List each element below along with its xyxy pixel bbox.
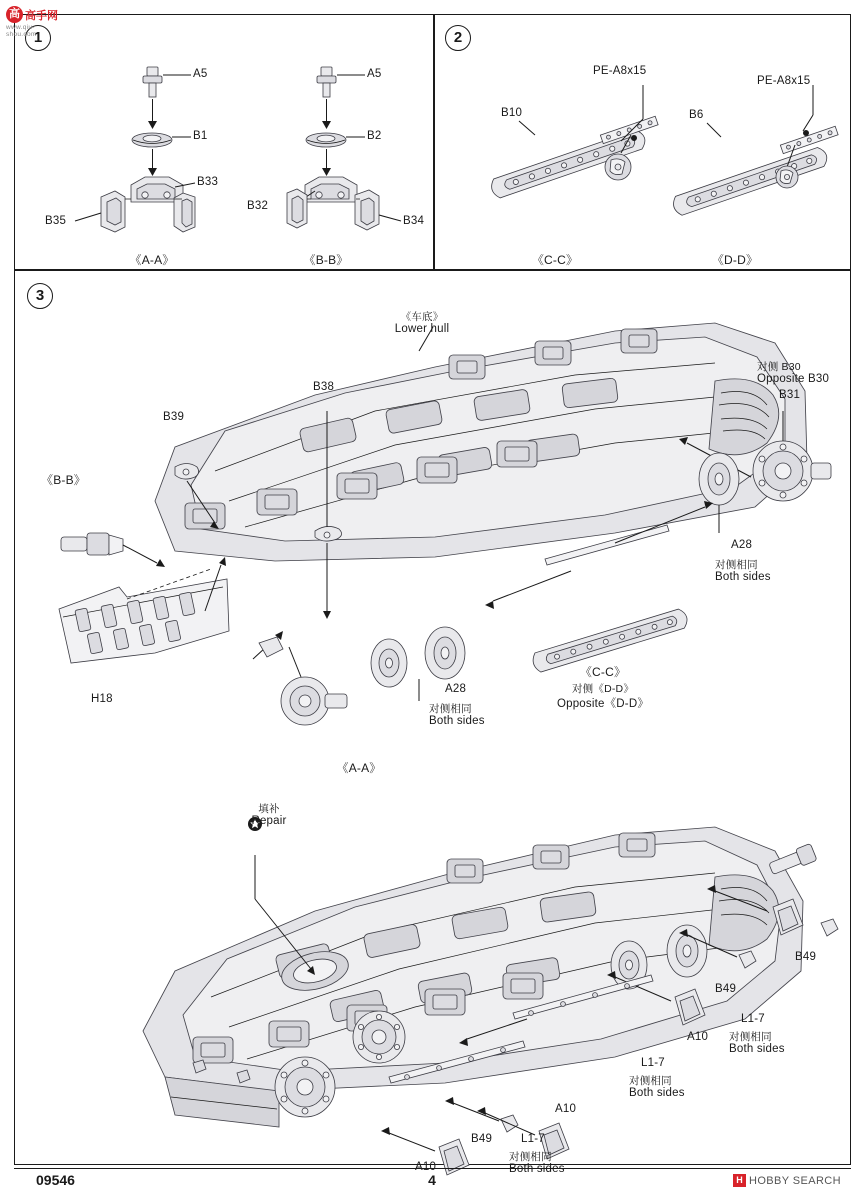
caption-dd: 《D-D》: [711, 253, 759, 267]
label-a28-top: A28: [731, 539, 753, 551]
hobby-search-logo: [733, 1174, 841, 1187]
label-repair-en: Repair: [251, 815, 287, 827]
label-l17-right-cn: 对侧相同: [729, 1031, 772, 1043]
label-b2: B2: [367, 130, 382, 142]
label-pe-a8x15-left: PE-A8x15: [593, 65, 647, 77]
label-opposite-b30-cn: 对侧 B30: [757, 361, 801, 373]
hobby-search-mark: H: [733, 1174, 746, 1187]
label-a10-right: A10: [687, 1031, 709, 1043]
step-1-badge: 1: [25, 25, 51, 51]
label-a28-bottom-both-en: Both sides: [429, 715, 485, 727]
label-b49-low: B49: [471, 1133, 493, 1145]
label-a10-mid: A10: [555, 1103, 577, 1115]
label-a28-top-both-en: Both sides: [715, 571, 771, 583]
label-h18: H18: [91, 693, 113, 705]
label-l17-low: L1-7: [521, 1133, 545, 1145]
watermark-url: www.qiu-shou.com: [6, 24, 37, 38]
label-b49-right: B49: [795, 951, 817, 963]
label-l17-low-cn: 对侧相同: [509, 1151, 552, 1163]
label-l17-mid-cn: 对侧相同: [629, 1075, 672, 1087]
label-b6: B6: [689, 109, 704, 121]
label-l17-right: L1-7: [741, 1013, 765, 1025]
watermark-logo: [6, 6, 60, 40]
step-2-diagram: [435, 15, 852, 271]
label-b35: B35: [45, 215, 67, 227]
footer-divider: [14, 1168, 851, 1169]
label-b32: B32: [247, 200, 269, 212]
step-3-panel: [14, 270, 851, 1175]
label-b38: B38: [313, 381, 335, 393]
label-b39: B39: [163, 411, 185, 423]
step-2-badge: 2: [445, 25, 471, 51]
step-3-badge: 3: [27, 283, 53, 309]
watermark-badge: 高: [6, 6, 23, 23]
caption-cc: 《C-C》: [531, 253, 579, 267]
label-b1: B1: [193, 130, 208, 142]
label-lower-hull-en: Lower hull: [394, 323, 450, 335]
step-2-panel: [434, 14, 851, 270]
label-b49-mid: B49: [715, 983, 737, 995]
label-pe-a8x15-right: PE-A8x15: [757, 75, 811, 87]
caption-bb: 《B-B》: [303, 253, 349, 267]
label-b10: B10: [501, 107, 523, 119]
page-number: 4: [428, 1172, 436, 1188]
label-a5-left: A5: [193, 68, 208, 80]
label-a28-top-both-cn: 对侧相同: [715, 559, 758, 571]
label-section-aa: 《A-A》: [336, 761, 382, 775]
step-1-panel: [14, 14, 434, 270]
label-b31: B31: [779, 389, 801, 401]
label-b33: B33: [197, 176, 219, 188]
label-l17-right-en: Both sides: [729, 1043, 785, 1055]
label-l17-mid: L1-7: [641, 1057, 665, 1069]
label-a5-right: A5: [367, 68, 382, 80]
watermark-name: 高手网: [25, 9, 58, 22]
kit-number: 09546: [36, 1172, 75, 1188]
label-l17-low-en: Both sides: [509, 1163, 565, 1175]
caption-aa: 《A-A》: [129, 253, 175, 267]
label-repair-cn: 填补: [258, 803, 280, 815]
label-b34: B34: [403, 215, 425, 227]
label-section-cc: 《C-C》: [579, 665, 627, 679]
label-a10-low: A10: [415, 1161, 437, 1173]
label-a28-bottom-both-cn: 对侧相同: [429, 703, 472, 715]
label-section-dd-en: Opposite《D-D》: [556, 698, 650, 710]
label-section-dd-cn: 对侧《D-D》: [571, 683, 635, 695]
label-l17-mid-en: Both sides: [629, 1087, 685, 1099]
step-1-diagram: [15, 15, 435, 271]
label-a28-bottom: A28: [445, 683, 467, 695]
label-opposite-b30-en: Opposite B30: [757, 373, 830, 385]
label-lower-hull-cn: 《车底》: [400, 311, 444, 323]
label-section-bb: 《B-B》: [41, 473, 87, 487]
hobby-search-text: HOBBY SEARCH: [748, 1174, 841, 1187]
